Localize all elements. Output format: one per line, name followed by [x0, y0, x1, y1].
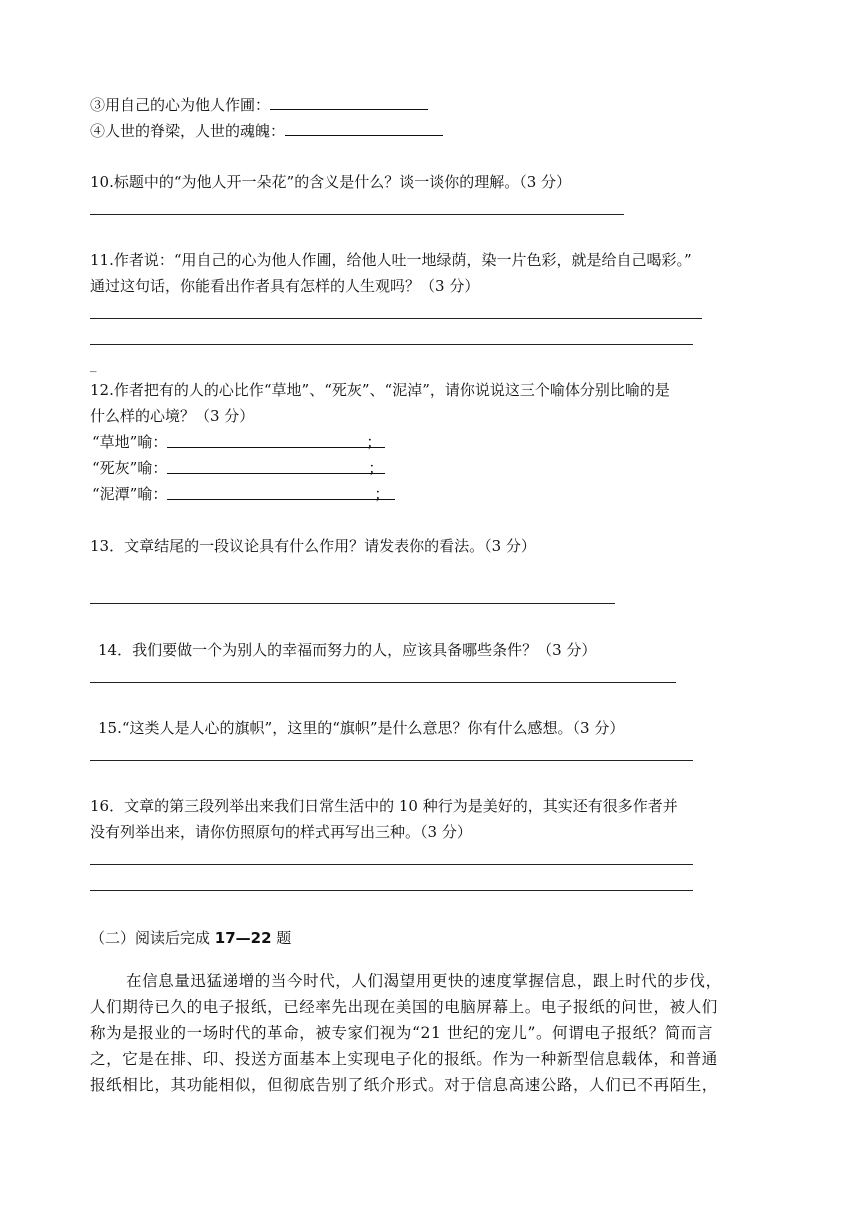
question-10: 10.标题中的“为他人开一朵花”的含义是什么？谈一谈你的理解。（3 分） [90, 173, 572, 191]
section-2-heading-range: 17—22 [214, 929, 272, 947]
question-11-answer-line-1[interactable] [90, 318, 702, 319]
item-3 [90, 94, 428, 115]
question-12-line-2: 什么样的心境？（3 分） [90, 407, 255, 425]
question-12-caodi [92, 432, 385, 452]
item-3-answer-blank[interactable] [270, 94, 428, 110]
sihui-semicolon: ； [368, 459, 384, 477]
stray-underscore: _ [90, 358, 97, 373]
section-2-heading-prefix: （二）阅读后完成 [90, 929, 215, 947]
question-15: 15.“这类人是人心的旗帜”，这里的“旗帜”是什么意思？你有什么感想。（3 分） [98, 719, 625, 737]
question-14: 14．我们要做一个为别人的幸福而努力的人，应该具备哪些条件？（3 分） [98, 641, 597, 659]
nitan-answer-blank[interactable] [167, 484, 395, 503]
caodi-label: “草地”喻： [92, 433, 168, 451]
caodi-semicolon: ； [366, 433, 382, 451]
item-4 [90, 120, 443, 141]
nitan-label: “泥潭”喻： [92, 485, 168, 503]
question-13: 13．文章结尾的一段议论具有什么作用？请发表你的看法。（3 分） [90, 537, 536, 555]
passage-line-3: 称为是报业的一场时代的革命，被专家们视为“21 世纪的宠儿”。何谓电子报纸？简而言 [90, 1024, 714, 1042]
passage-line-2: 人们期待已久的电子报纸，已经率先出现在美国的电脑屏幕上。电子报纸的问世，被人们 [90, 998, 718, 1016]
question-14-answer-line[interactable] [90, 682, 676, 683]
item-3-text: ③用自己的心为他人作圃： [90, 96, 271, 114]
passage-line-4: 之，它是在排、印、投送方面基本上实现电子化的报纸。作为一种新型信息载体，和普通 [90, 1050, 718, 1068]
passage-line-5: 报纸相比，其功能相似，但彻底告别了纸介形式。对于信息高速公路，人们已不再陌生， [90, 1076, 718, 1094]
question-15-answer-line[interactable] [90, 760, 693, 761]
passage-line-1: 在信息量迅猛递增的当今时代，人们渴望用更快的速度掌握信息，跟上时代的步伐， [126, 972, 722, 990]
item-4-text: ④人世的脊梁，人世的魂魄： [90, 122, 286, 140]
section-2-heading [90, 928, 291, 948]
sihui-answer-blank[interactable] [167, 458, 385, 477]
question-16-line-1: 16．文章的第三段列举出来我们日常生活中的 10 种行为是美好的，其实还有很多作者并 [90, 797, 678, 815]
question-10-answer-line[interactable] [90, 214, 624, 215]
question-11-line-2: 通过这句话，你能看出作者具有怎样的人生观吗？（3 分） [90, 277, 480, 295]
question-11-answer-line-2[interactable] [90, 344, 693, 345]
question-12-nitan [92, 484, 395, 504]
question-16-line-2: 没有列举出来，请你仿照原句的样式再写出三种。（3 分） [90, 823, 472, 841]
question-12-line-1: 12.作者把有的人的心比作“草地”、“死灰”、“泥淖”，请你说说这三个喻体分别比喻的是 [90, 381, 670, 399]
nitan-semicolon: ； [374, 485, 390, 503]
sihui-label: “死灰”喻： [92, 459, 168, 477]
caodi-answer-blank[interactable] [167, 432, 385, 451]
question-12-sihui [92, 458, 385, 478]
section-2-heading-suffix: 题 [271, 929, 292, 947]
question-11-line-1: 11.作者说：“用自己的心为他人作圃，给他人吐一地绿荫，染一片色彩，就是给自己喝彩。” [90, 251, 692, 269]
item-4-answer-blank[interactable] [285, 120, 443, 136]
question-16-answer-line-1[interactable] [90, 864, 693, 865]
question-16-answer-line-2[interactable] [90, 890, 693, 891]
question-13-answer-line[interactable] [90, 603, 615, 604]
